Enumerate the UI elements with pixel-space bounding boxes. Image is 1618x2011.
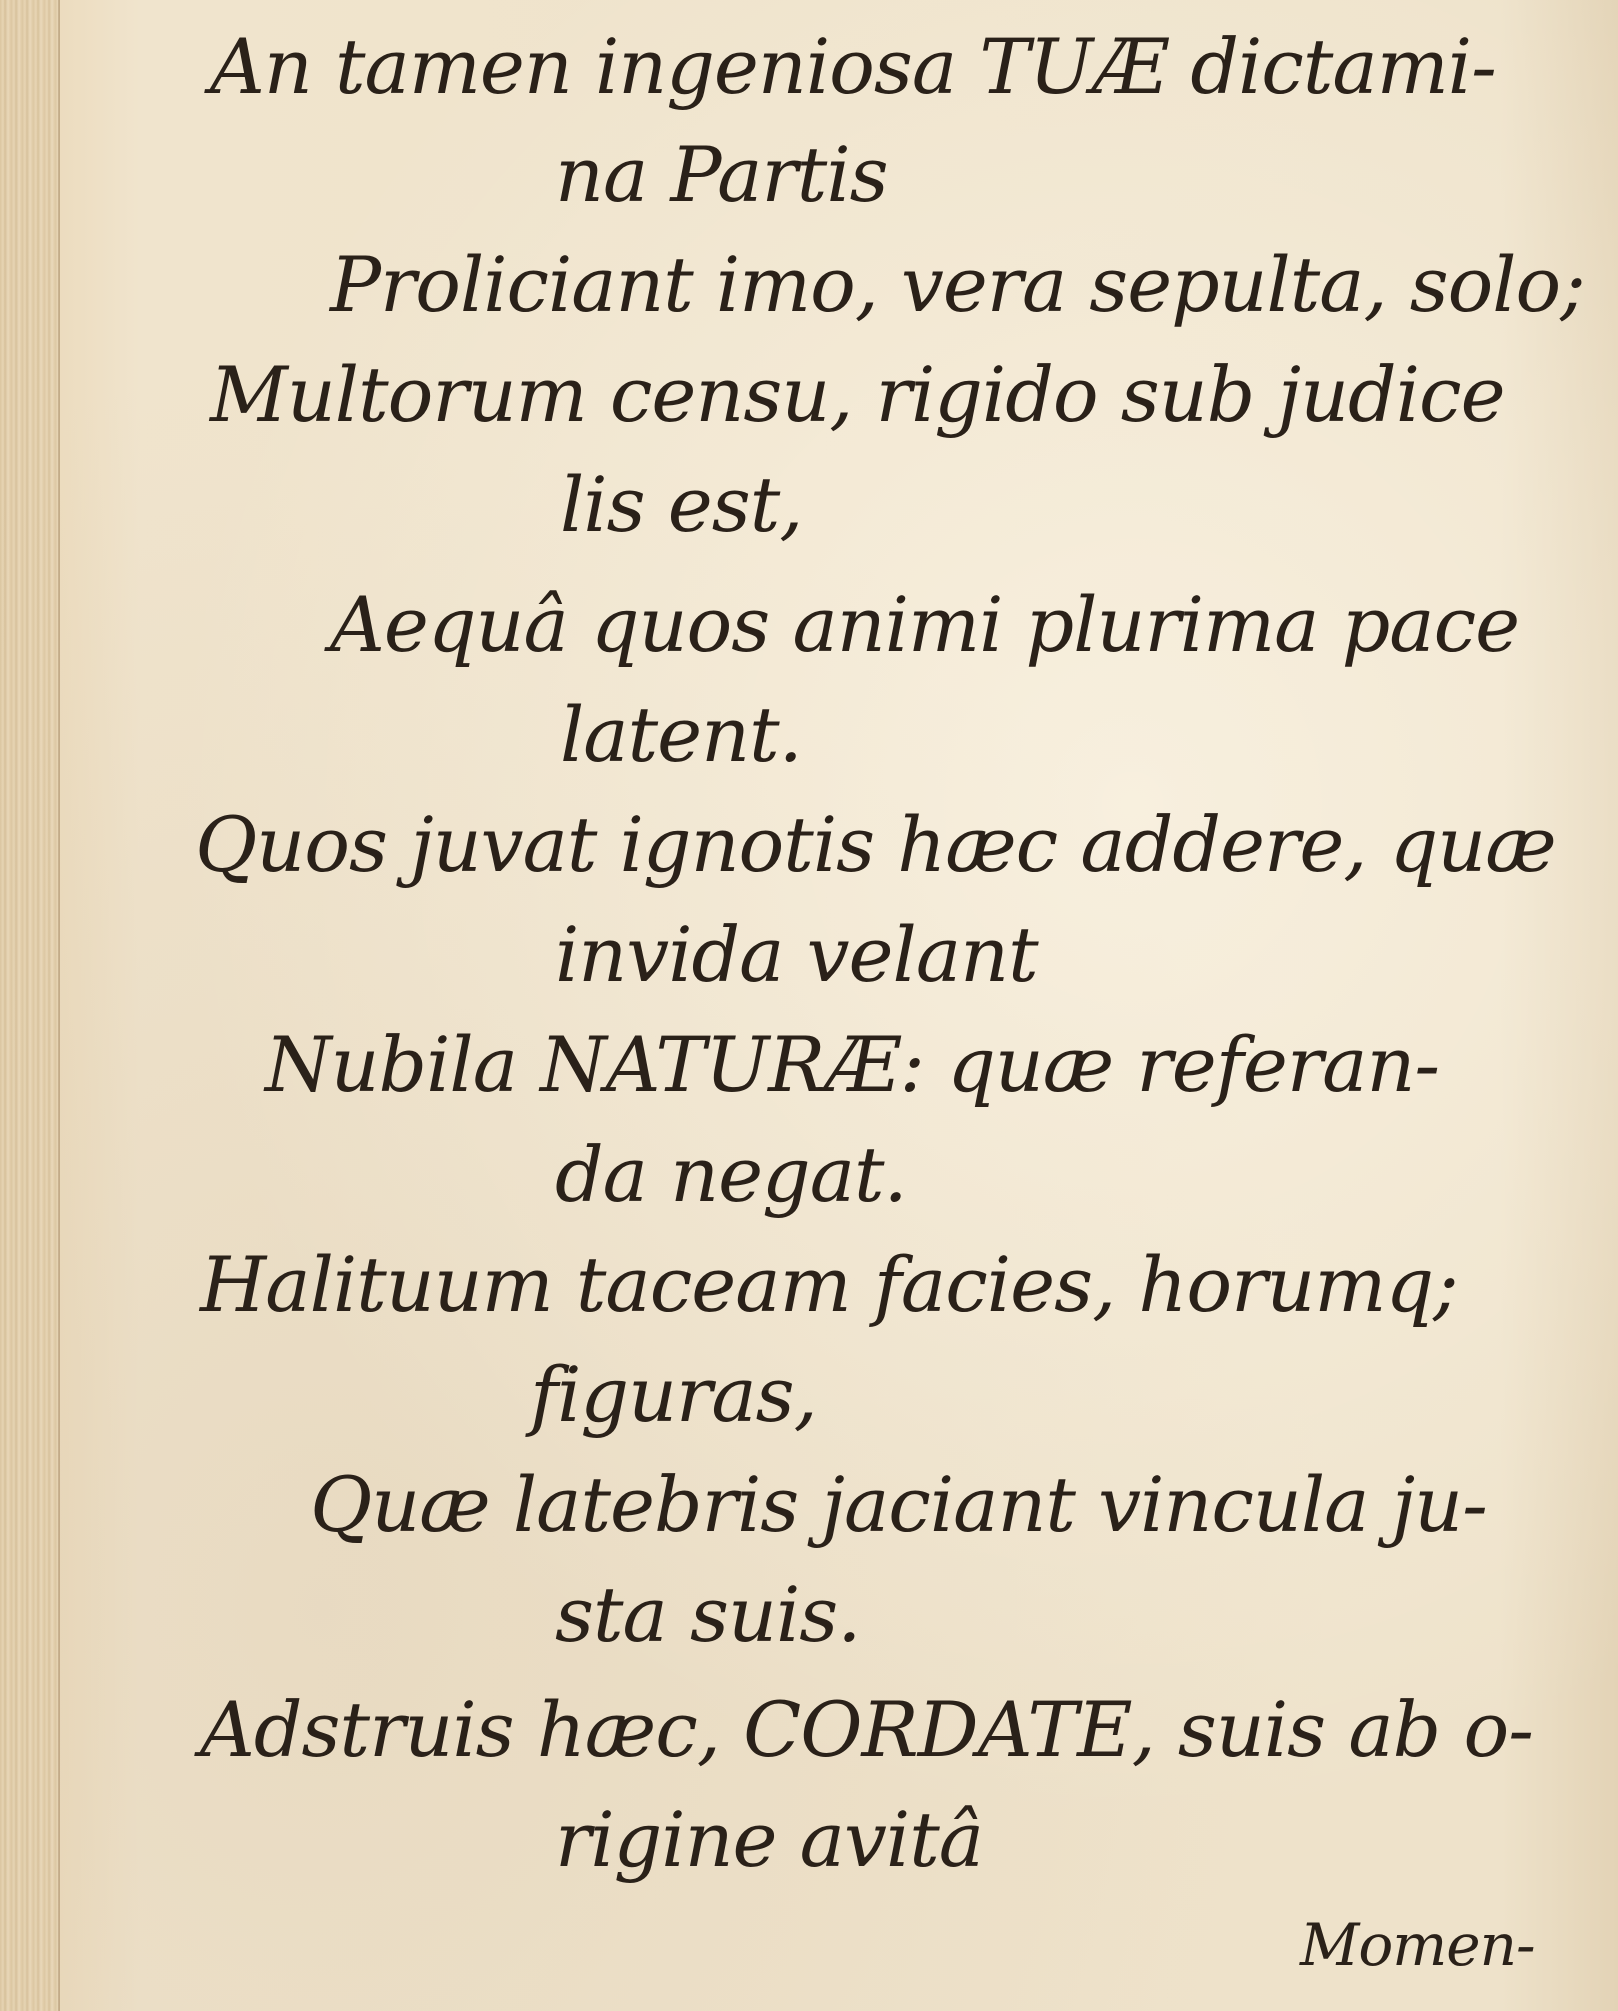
poem-line: sta suis.: [555, 1570, 861, 1659]
poem-line: na Partis: [555, 130, 888, 219]
poem-line: Quæ latebris jaciant vincula ju-: [310, 1460, 1487, 1549]
poem-line: Nubila NATURÆ: quæ referan-: [265, 1020, 1440, 1109]
poem-line: figuras,: [530, 1350, 817, 1439]
poem-line: Quos juvat ignotis hæc addere, quæ: [195, 800, 1556, 889]
poem-line: Adstruis hæc, CORDATE, suis ab o-: [200, 1685, 1533, 1774]
poem-line: lis est,: [560, 460, 803, 549]
poem-line: Halituum taceam facies, horumq;: [200, 1240, 1458, 1329]
poem-line: Aequâ quos animi plurima pace: [330, 580, 1520, 669]
poem-line: latent.: [560, 690, 802, 779]
poem-line: Multorum censu, rigido sub judice: [210, 350, 1505, 439]
poem-line: rigine avitâ: [555, 1795, 984, 1884]
poem-line: An tamen ingeniosa TUÆ dictami-: [210, 22, 1496, 111]
poem-line: da negat.: [555, 1130, 907, 1219]
catchword: Momen-: [1300, 1911, 1535, 1979]
poem-line: Proliciant imo, vera sepulta, solo;: [330, 240, 1585, 329]
poem-line: invida velant: [555, 910, 1038, 999]
